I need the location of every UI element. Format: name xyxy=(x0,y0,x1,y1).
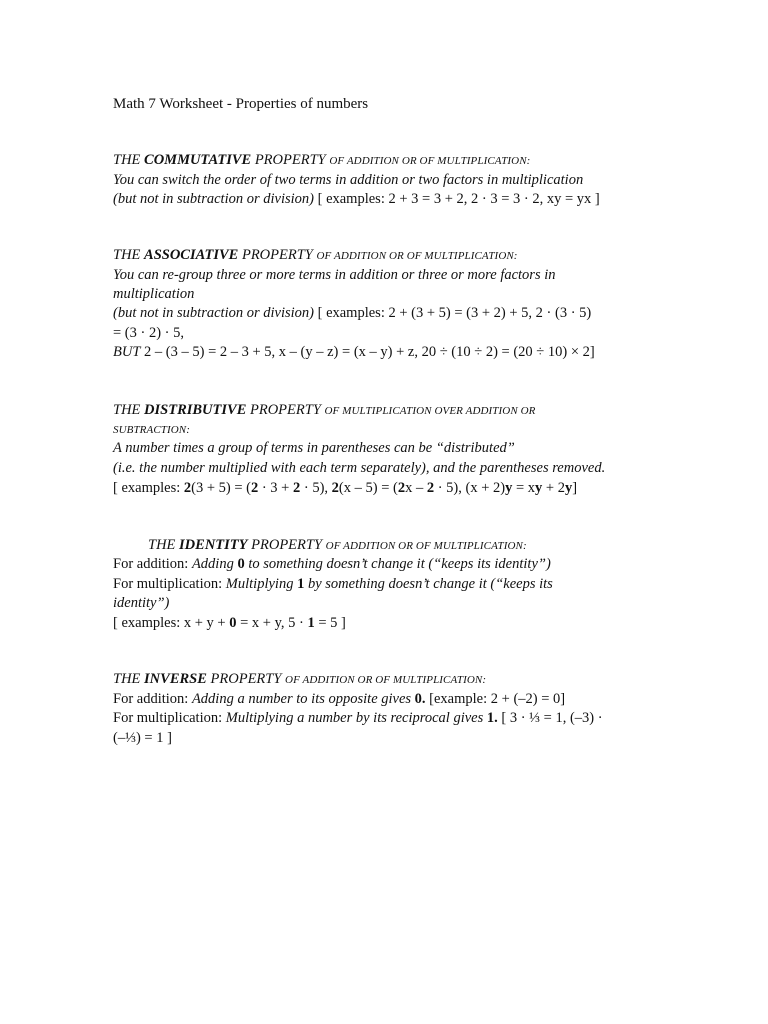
associative-examples-cont: = (3 · 2) · 5, xyxy=(113,325,184,341)
inverse-name: INVERSE xyxy=(144,671,207,687)
distributive-heading: THE DISTRIBUTIVE PROPERTY OF MULTIPLICATION OVER ADDITION OR xyxy=(113,402,536,418)
associative-but: BUT 2 – (3 – 5) = 2 – 3 + 5, x – (y – z) = (x – y) + z, 20 ÷ (10 ÷ 2) = (20 ÷ 10) × 2] xyxy=(113,344,595,360)
inverse-heading: THE INVERSE PROPERTY OF ADDITION OR OF MULTIPLICATION: xyxy=(113,671,487,687)
distributive-qualifier-cont: SUBTRACTION: xyxy=(113,424,190,436)
inverse-multiplication-cont: (–⅓) = 1 ] xyxy=(113,730,172,746)
identity-multiplication: For multiplication: Multiplying 1 by something doesn’t change it (“keeps its xyxy=(113,576,553,592)
page-title: Math 7 Worksheet - Properties of numbers xyxy=(113,96,369,112)
associative-name: ASSOCIATIVE xyxy=(144,247,239,263)
distributive-desc: A number times a group of terms in parentheses can be “distributed” xyxy=(113,440,515,456)
associative-examples: (but not in subtraction or division) [ examples: 2 + (3 + 5) = (3 + 2) + 5, 2 · (3 · 5) xyxy=(113,305,592,321)
commutative-name: COMMUTATIVE xyxy=(144,152,252,168)
identity-addition: For addition: Adding 0 to something doesn’t change it (“keeps its identity”) xyxy=(113,556,551,572)
identity-multiplication-cont: identity”) xyxy=(113,595,170,611)
inverse-addition: For addition: Adding a number to its opposite gives 0. [example: 2 + (–2) = 0] xyxy=(113,691,566,707)
associative-desc-cont: multiplication xyxy=(113,286,195,302)
commutative-examples: (but not in subtraction or division) [ examples: 2 + 3 = 3 + 2, 2 · 3 = 3 · 2, xy = yx ] xyxy=(113,191,600,207)
commutative-desc: You can switch the order of two terms in addition or two factors in multiplication xyxy=(113,172,584,188)
commutative-heading: THE COMMUTATIVE PROPERTY OF ADDITION OR OF MULTIPLICATION: xyxy=(113,152,531,168)
associative-heading: THE ASSOCIATIVE PROPERTY OF ADDITION OR OF MULTIPLICATION: xyxy=(113,247,518,263)
associative-desc: You can re-group three or more terms in addition or three or more factors in xyxy=(113,267,556,283)
identity-name: IDENTITY xyxy=(179,537,248,553)
distributive-examples: [ examples: 2(3 + 5) = (2 · 3 + 2 · 5), 2(x – 5) = (2x – 2 · 5), (x + 2)y = xy + 2y] xyxy=(113,480,578,496)
distributive-desc-cont: (i.e. the number multiplied with each term separately), and the parentheses removed. xyxy=(113,460,606,476)
identity-examples: [ examples: x + y + 0 = x + y, 5 · 1 = 5 ] xyxy=(113,615,346,631)
inverse-multiplication: For multiplication: Multiplying a number by its reciprocal gives 1. [ 3 · ⅓ = 1, (–3) · xyxy=(113,710,603,726)
identity-heading: THE IDENTITY PROPERTY OF ADDITION OR OF MULTIPLICATION: xyxy=(148,537,527,553)
distributive-name: DISTRIBUTIVE xyxy=(144,402,247,418)
